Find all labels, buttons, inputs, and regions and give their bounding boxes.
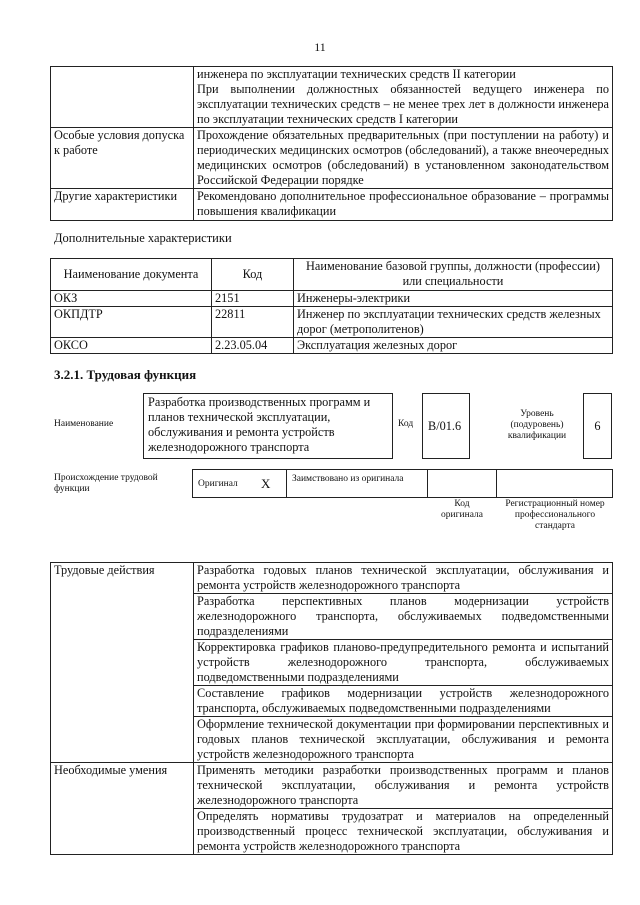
required-skills-label: Необходимые умения [51, 763, 194, 855]
origin-original-box [192, 469, 287, 498]
labor-action: Составление графиков модернизации устройств железнодорожного транспорта, обслуживаемых подведомственными подразделениями [194, 686, 613, 717]
classifier-cell: ОКЗ [51, 291, 212, 307]
other-characteristics-label: Другие характеристики [51, 189, 194, 221]
classifier-header-name: Наименование базовой группы, должности (профессии) или специальности [294, 259, 613, 291]
function-code: B/01.6 [428, 419, 462, 433]
labor-action: Разработка годовых планов технической эксплуатации, обслуживания и ремонта устройств железнодорожного транспорта [194, 563, 613, 594]
qualification-table [50, 66, 613, 221]
function-name-box [143, 393, 393, 459]
labor-actions-label: Трудовые действия [51, 563, 194, 763]
classifier-cell: Эксплуатация железных дорог [294, 338, 613, 354]
origin-code-box [427, 469, 497, 498]
labor-action: Разработка перспективных планов модернизации устройств железнодорожного транспорта, обслуживаемых подведомственными подразделениями [194, 594, 613, 640]
other-characteristics-value: Рекомендовано дополнительное профессиональное образование – программы повышения квалификации [194, 189, 613, 221]
origin-label: Происхождение трудовой функции [54, 473, 158, 494]
name-label: Наименование [54, 419, 114, 429]
original-label: Оригинал [198, 479, 238, 489]
experience-line-1: инженера по эксплуатации технических средств II категории [197, 67, 516, 81]
function-code-box [422, 393, 470, 459]
level-value: 6 [594, 419, 601, 433]
labor-action: Оформление технической документации при формировании перспективных и годовых планов технической эксплуатации, обслуживания и ремонта устройств железнодорожного транспорта [194, 717, 613, 763]
origin-reg-box [496, 469, 613, 498]
classifier-table [50, 258, 613, 354]
section-title: 3.2.1. Трудовая функция [54, 367, 197, 382]
classifier-header-code: Код [212, 259, 294, 291]
page-number: 11 [314, 40, 326, 54]
code-caption: Код оригинала [441, 499, 483, 520]
level-box [583, 393, 612, 459]
original-mark: X [261, 476, 271, 491]
classifier-cell: Инженер по эксплуатации технических средств железных дорог (метрополитенов) [294, 307, 613, 338]
classifier-cell: 2.23.05.04 [212, 338, 294, 354]
origin-borrowed-box [286, 469, 428, 498]
required-skill: Определять нормативы трудозатрат и материалов на определенный производственный процесс технической эксплуатации, обслуживания и ремонта устройств железнодорожного транспорта [194, 809, 613, 855]
labor-action: Корректировка графиков планово-предупредительного ремонта и испытаний устройств железнодорожного транспорта, обслуживаемых подведомственными подразделениями [194, 640, 613, 686]
special-conditions-value: Прохождение обязательных предварительных (при поступлении на работу) и периодических медицинских осмотров (обследований), а также внеочередных медицинских осмотров (обследований) в установленном законодательством Российской Федерации порядке [194, 128, 613, 189]
code-label: Код [398, 419, 414, 429]
classifier-header-doc: Наименование документа [51, 259, 212, 291]
special-conditions-label: Особые условия допуска к работе [51, 128, 194, 189]
level-label: Уровень (подуровень) квалификации [507, 409, 567, 441]
classifier-cell: Инженеры-электрики [294, 291, 613, 307]
borrowed-label: Заимствовано из оригинала [292, 474, 404, 484]
classifier-cell: ОКСО [51, 338, 212, 354]
additional-heading: Дополнительные характеристики [54, 231, 232, 245]
experience-line-2: При выполнении должностных обязанностей ведущего инженера по эксплуатации технических средств – не менее трех лет в должности инженера по эксплуатации технических средств I категории [197, 82, 609, 126]
classifier-cell: 22811 [212, 307, 294, 338]
reg-caption: Регистрационный номер профессионального стандарта [505, 499, 605, 531]
function-details-table [50, 562, 613, 855]
experience-cell [194, 67, 613, 128]
empty-label-cell [51, 67, 194, 128]
classifier-cell: 2151 [212, 291, 294, 307]
function-name: Разработка производственных программ и планов технической эксплуатации, обслуживания и ремонта устройств железнодорожного транспорта [148, 395, 371, 454]
required-skill: Применять методики разработки производственных программ и планов технической эксплуатации, обслуживания и ремонта устройств железнодорожного транспорта [194, 763, 613, 809]
classifier-cell: ОКПДТР [51, 307, 212, 338]
